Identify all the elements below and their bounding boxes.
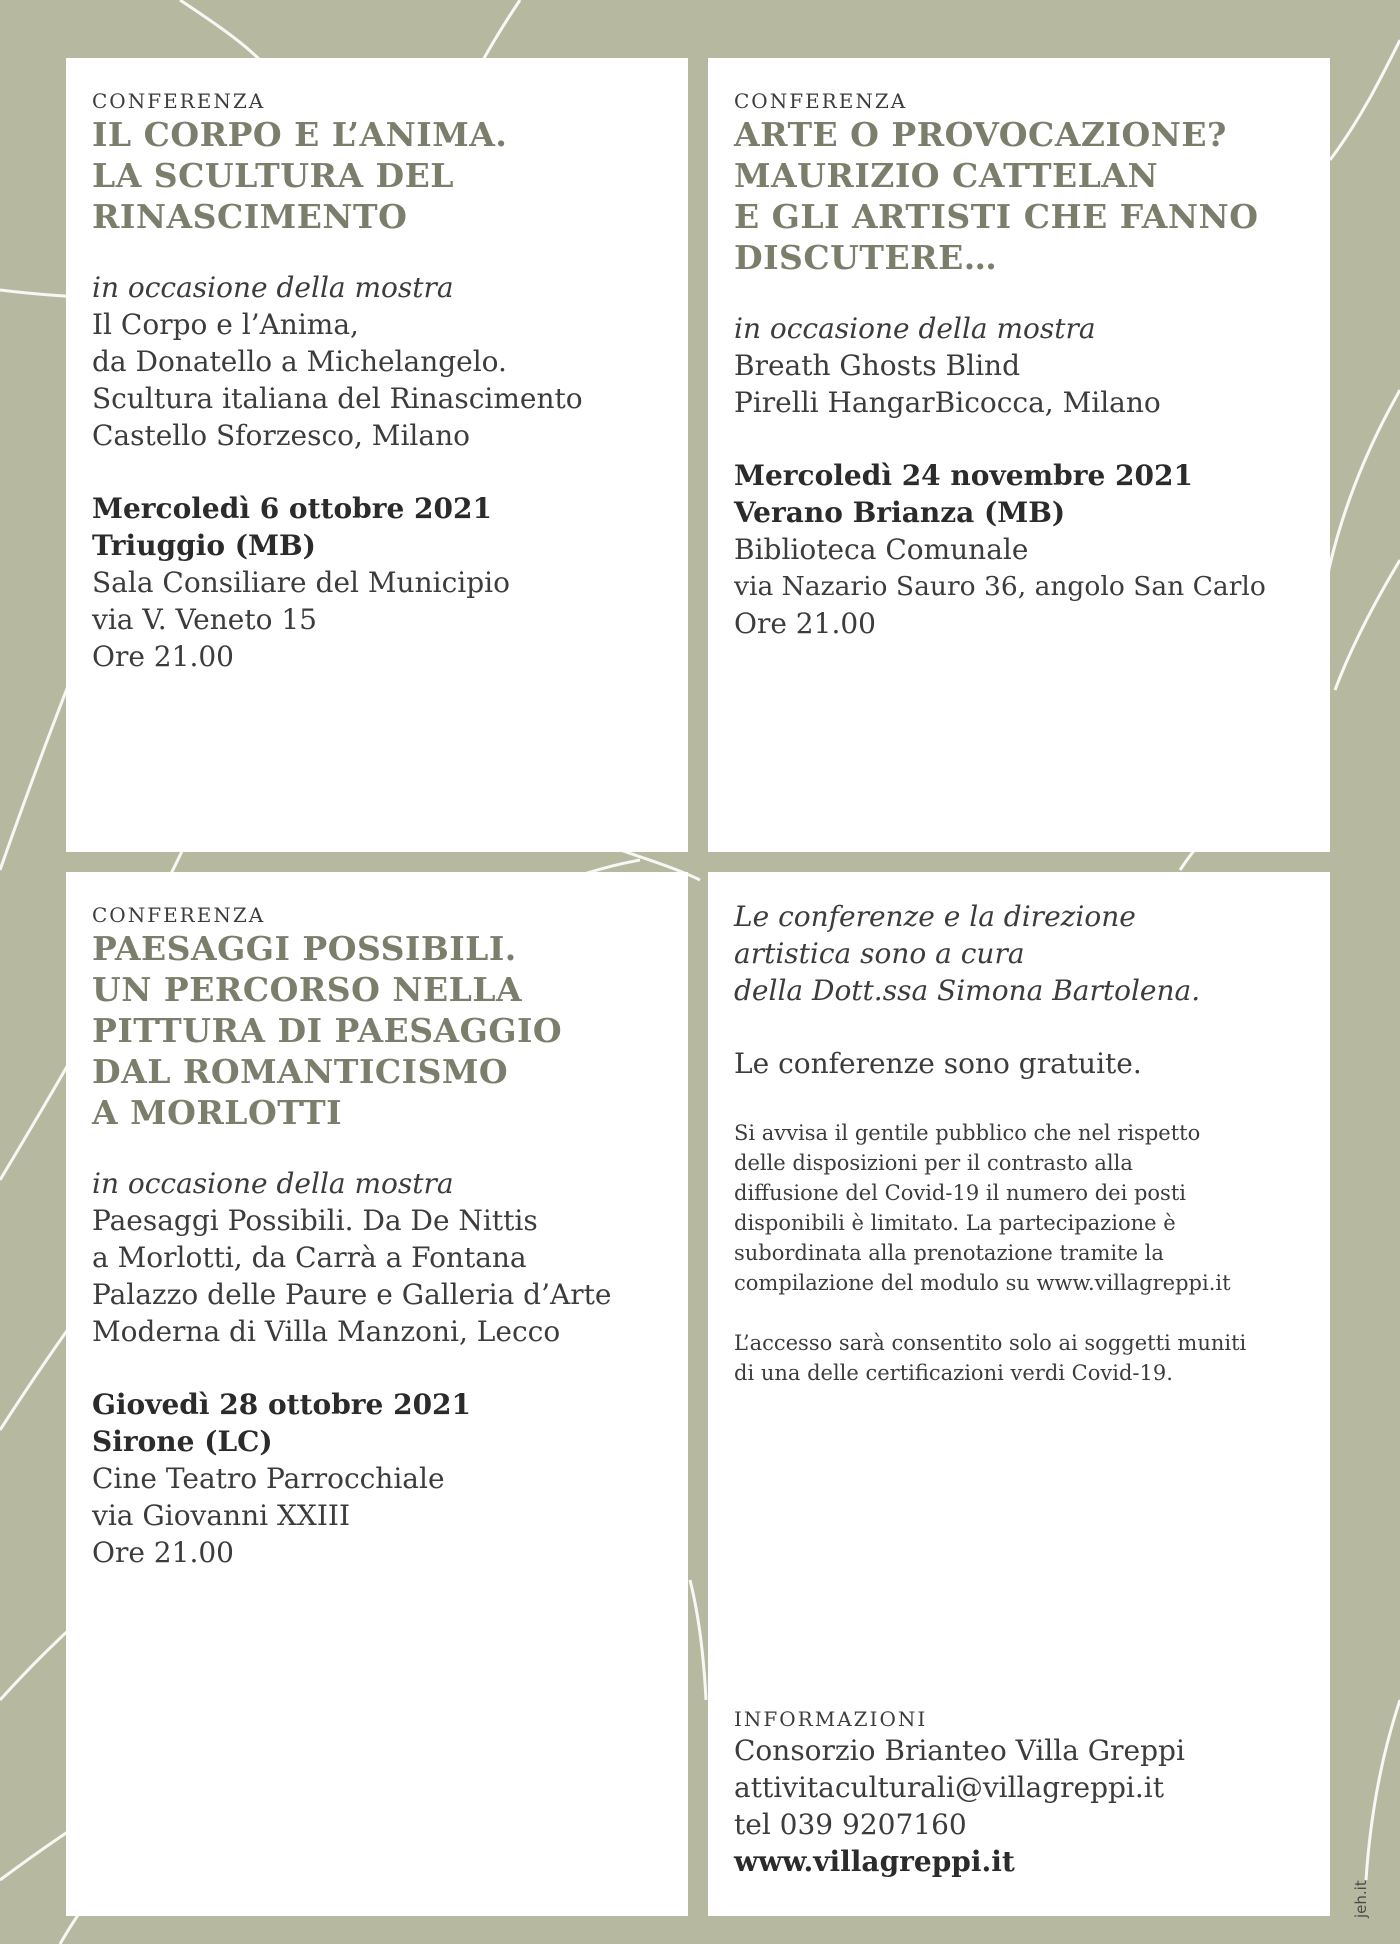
designer-credit: jeh.it <box>1352 1880 1370 1918</box>
covid-notice <box>734 1118 1304 1388</box>
title-line: A MORLOTTI <box>92 1093 343 1132</box>
title-line: UN PERCORSO NELLA <box>92 970 523 1009</box>
access-line: L’accesso sarà consentito solo ai soggetti muniti <box>734 1331 1247 1355</box>
curator-line: Le conferenze e la direzione <box>734 900 1136 933</box>
conference-panel-3 <box>66 872 688 1916</box>
curator-line: della Dott.ssa Simona Bartolena. <box>734 974 1201 1007</box>
panel-kicker: CONFERENZA <box>92 89 266 113</box>
panel-kicker: CONFERENZA <box>734 89 908 113</box>
website-link[interactable]: www.villagreppi.it <box>734 1845 1015 1878</box>
contact-email: attivitaculturali@villagreppi.it <box>734 1771 1164 1804</box>
exhibition-info <box>734 310 1304 642</box>
venue-line: Ore 21.00 <box>92 640 234 673</box>
notice-line: disponibili è limitato. La partecipazione è <box>734 1211 1176 1235</box>
notice-line: delle disposizioni per il contrasto alla <box>734 1151 1133 1175</box>
occasion-text: in occasione della mostra <box>92 1167 454 1200</box>
exhibition-info <box>92 1165 662 1571</box>
event-city: Triuggio (MB) <box>92 529 316 562</box>
venue-line: Ore 21.00 <box>92 1536 234 1569</box>
title-line: LA SCULTURA DEL <box>92 156 455 195</box>
event-city: Verano Brianza (MB) <box>734 496 1066 529</box>
exhibition-line: Il Corpo e l’Anima, <box>92 308 359 341</box>
info-kicker: INFORMAZIONI <box>734 1707 928 1731</box>
venue-line: via Giovanni XXIII <box>92 1499 351 1532</box>
contact-info <box>734 1706 1185 1880</box>
exhibition-line: da Donatello a Michelangelo. <box>92 345 507 378</box>
exhibition-line: Paesaggi Possibili. Da De Nittis <box>92 1204 538 1237</box>
contact-lines <box>734 1732 1185 1880</box>
event-date: Mercoledì 24 novembre 2021 <box>734 459 1193 492</box>
exhibition-line: Breath Ghosts Blind <box>734 349 1021 382</box>
conference-panel-2 <box>708 58 1330 852</box>
venue-line: Biblioteca Comunale <box>734 533 1029 566</box>
contact-phone: tel 039 9207160 <box>734 1808 967 1841</box>
exhibition-line: a Morlotti, da Carrà a Fontana <box>92 1241 527 1274</box>
title-line: ARTE O PROVOCAZIONE? <box>734 115 1227 154</box>
exhibition-line: Castello Sforzesco, Milano <box>92 419 470 452</box>
title-line: IL CORPO E L’ANIMA. <box>92 115 508 154</box>
title-line: MAURIZIO CATTELAN <box>734 156 1159 195</box>
exhibition-line: Scultura italiana del Rinascimento <box>92 382 583 415</box>
title-line: DISCUTERE… <box>734 238 998 277</box>
event-date: Giovedì 28 ottobre 2021 <box>92 1388 472 1421</box>
event-date: Mercoledì 6 ottobre 2021 <box>92 492 492 525</box>
title-line: RINASCIMENTO <box>92 197 408 236</box>
title-line: DAL ROMANTICISMO <box>92 1052 509 1091</box>
venue-line: via V. Veneto 15 <box>92 603 317 636</box>
free-admission-note: Le conferenze sono gratuite. <box>734 1047 1142 1080</box>
occasion-text: in occasione della mostra <box>92 271 454 304</box>
access-line: di una delle certificazioni verdi Covid-19. <box>734 1361 1173 1385</box>
title-line: PAESAGGI POSSIBILI. <box>92 929 517 968</box>
contact-line: Consorzio Brianteo Villa Greppi <box>734 1734 1185 1767</box>
conference-panel-1 <box>66 58 688 852</box>
info-panel <box>708 872 1330 1916</box>
exhibition-line: Palazzo delle Paure e Galleria d’Arte <box>92 1278 612 1311</box>
exhibition-line: Moderna di Villa Manzoni, Lecco <box>92 1315 561 1348</box>
venue-line: via Nazario Sauro 36, angolo San Carlo <box>734 571 1266 602</box>
venue-line: Cine Teatro Parrocchiale <box>92 1462 445 1495</box>
curator-line: artistica sono a cura <box>734 937 1025 970</box>
occasion-text: in occasione della mostra <box>734 312 1096 345</box>
exhibition-line: Pirelli HangarBicocca, Milano <box>734 386 1161 419</box>
notice-line: Si avvisa il gentile pubblico che nel rispetto <box>734 1121 1201 1145</box>
conference-title <box>92 928 662 1133</box>
exhibition-info <box>92 269 662 675</box>
event-city: Sirone (LC) <box>92 1425 273 1458</box>
curator-note <box>734 898 1304 1009</box>
notice-line: diffusione del Covid-19 il numero dei posti <box>734 1181 1186 1205</box>
panel-kicker: CONFERENZA <box>92 903 266 927</box>
conference-title <box>734 114 1304 278</box>
title-line: PITTURA DI PAESAGGIO <box>92 1011 563 1050</box>
venue-line: Ore 21.00 <box>734 607 876 640</box>
notice-line: compilazione del modulo su www.villagreppi.it <box>734 1271 1231 1295</box>
venue-line: Sala Consiliare del Municipio <box>92 566 510 599</box>
title-line: E GLI ARTISTI CHE FANNO <box>734 197 1259 236</box>
notice-line: subordinata alla prenotazione tramite la <box>734 1241 1164 1265</box>
conference-title <box>92 114 662 237</box>
